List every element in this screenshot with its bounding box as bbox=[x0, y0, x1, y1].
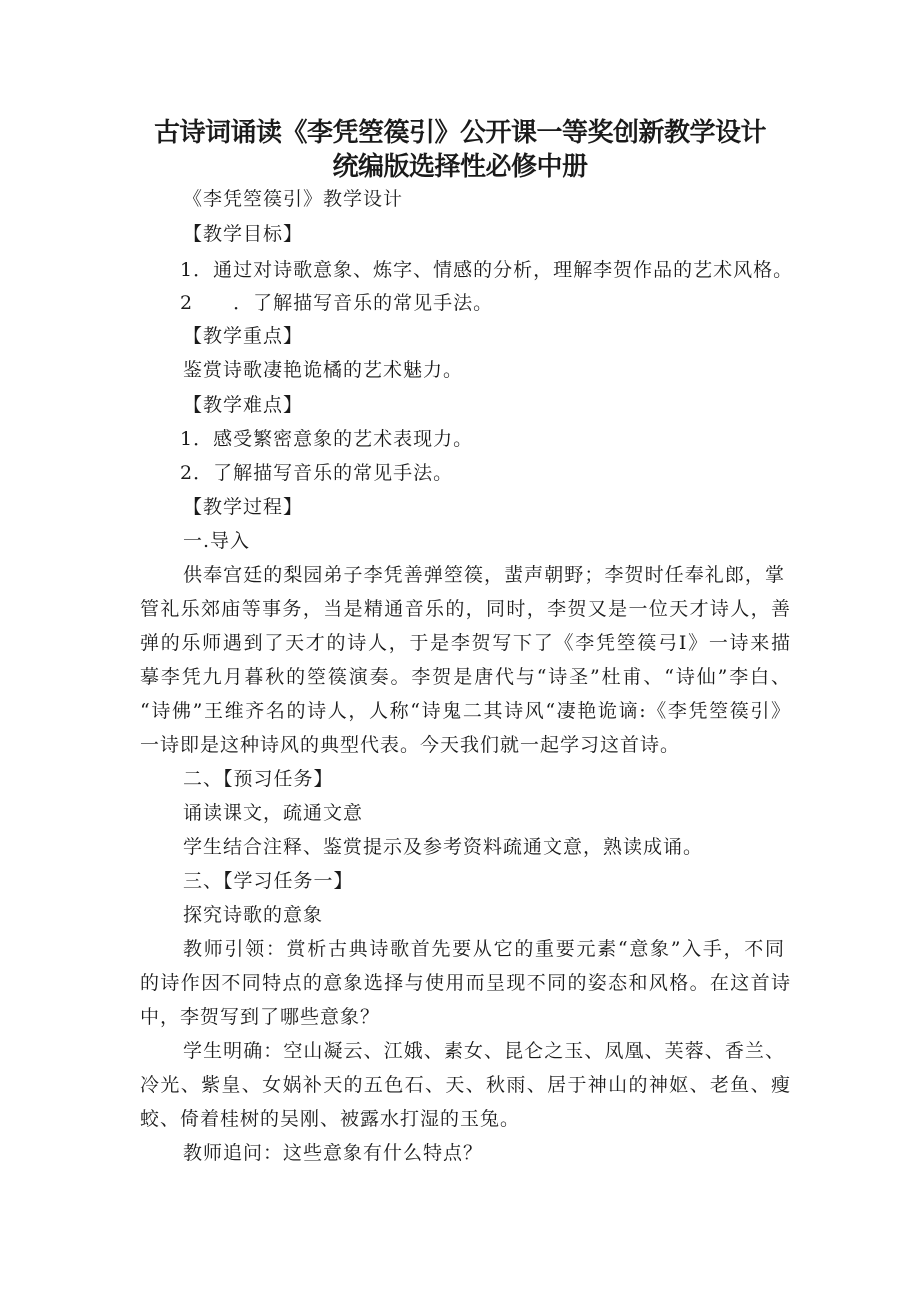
intro-paragraph-line: 弹的乐师遇到了天才的诗人，于是李贺写下了《李凭箜篌弓I》一诗来描 bbox=[140, 632, 791, 654]
intro-paragraph-line: 一诗即是这种诗风的典型代表。今天我们就一起学习这首诗。 bbox=[140, 734, 681, 756]
student-paragraph-line: 学生明确：空山凝云、江娥、素女、昆仑之玉、凤凰、芙蓉、香兰、 bbox=[183, 1040, 785, 1062]
teacher-paragraph-line: 中，李贺写到了哪些意象？ bbox=[140, 1006, 381, 1028]
student-paragraph-line: 冷光、紫皇、女娲补天的五色石、天、秋雨、居于神山的神妪、老鱼、瘦 bbox=[140, 1074, 791, 1096]
intro-paragraph-line: 供奉宫廷的梨园弟子李凭善弹箜篌，蜚声朝野；李贺时任奉礼郎，掌 bbox=[183, 564, 785, 586]
document-title-line1: 古诗词诵读《李凭箜篌引》公开课一等奖创新教学设计 bbox=[153, 118, 766, 148]
step2-text: 学生结合注释、鉴赏提示及参考资料疏通文意，熟读成诵。 bbox=[183, 836, 704, 858]
student-paragraph-line: 蛟、倚着桂树的吴刚、被露水打湿的玉兔。 bbox=[140, 1108, 521, 1130]
goals-heading: 【教学目标】 bbox=[183, 223, 304, 245]
key-heading: 【教学重点】 bbox=[183, 325, 304, 347]
difficulty-item-1: 1．感受繁密意象的艺术表现力。 bbox=[180, 428, 474, 450]
teacher-paragraph-line: 的诗作因不同特点的意象选择与使用而呈现不同的姿态和风格。在这首诗 bbox=[140, 972, 791, 994]
document-subtitle: 《李凭箜篌引》教学设计 bbox=[183, 188, 404, 210]
followup-question: 教师追问：这些意象有什么特点？ bbox=[183, 1142, 484, 1164]
goal-item-2: 2 ．了解描写音乐的常见手法。 bbox=[180, 292, 494, 314]
teacher-paragraph-line: 教师引领：赏析古典诗歌首先要从它的重要元素“意象”入手，不同 bbox=[183, 938, 785, 960]
step2-subheading: 诵读课文，疏通文意 bbox=[183, 802, 364, 824]
goal-item-1: 1．通过对诗歌意象、炼字、情感的分析，理解李贺作品的艺术风格。 bbox=[180, 259, 794, 281]
step2-heading: 二、【预习任务】 bbox=[183, 768, 334, 790]
difficulty-heading: 【教学难点】 bbox=[183, 394, 304, 416]
document-title-line2: 统编版选择性必修中册 bbox=[332, 152, 588, 182]
difficulty-item-2: 2．了解描写音乐的常见手法。 bbox=[180, 462, 454, 484]
key-item-1: 鉴赏诗歌凄艳诡橘的艺术魅力。 bbox=[183, 359, 464, 381]
step3-subheading: 探究诗歌的意象 bbox=[183, 904, 324, 926]
step1-heading: 一.导入 bbox=[183, 530, 251, 552]
intro-paragraph-line: 管礼乐郊庙等事务，当是精通音乐的，同时，李贺又是一位天才诗人，善 bbox=[140, 598, 791, 620]
process-heading: 【教学过程】 bbox=[183, 496, 304, 518]
intro-paragraph-line: “诗佛”王维齐名的诗人，人称“诗鬼二其诗风“凄艳诡谪:《李凭箜篌引》 bbox=[140, 700, 791, 722]
intro-paragraph-line: 摹李凭九月暮秋的箜篌演奏。李贺是唐代与“诗圣”杜甫、“诗仙”李白、 bbox=[140, 666, 791, 688]
step3-heading: 三、【学习任务一】 bbox=[183, 870, 354, 892]
